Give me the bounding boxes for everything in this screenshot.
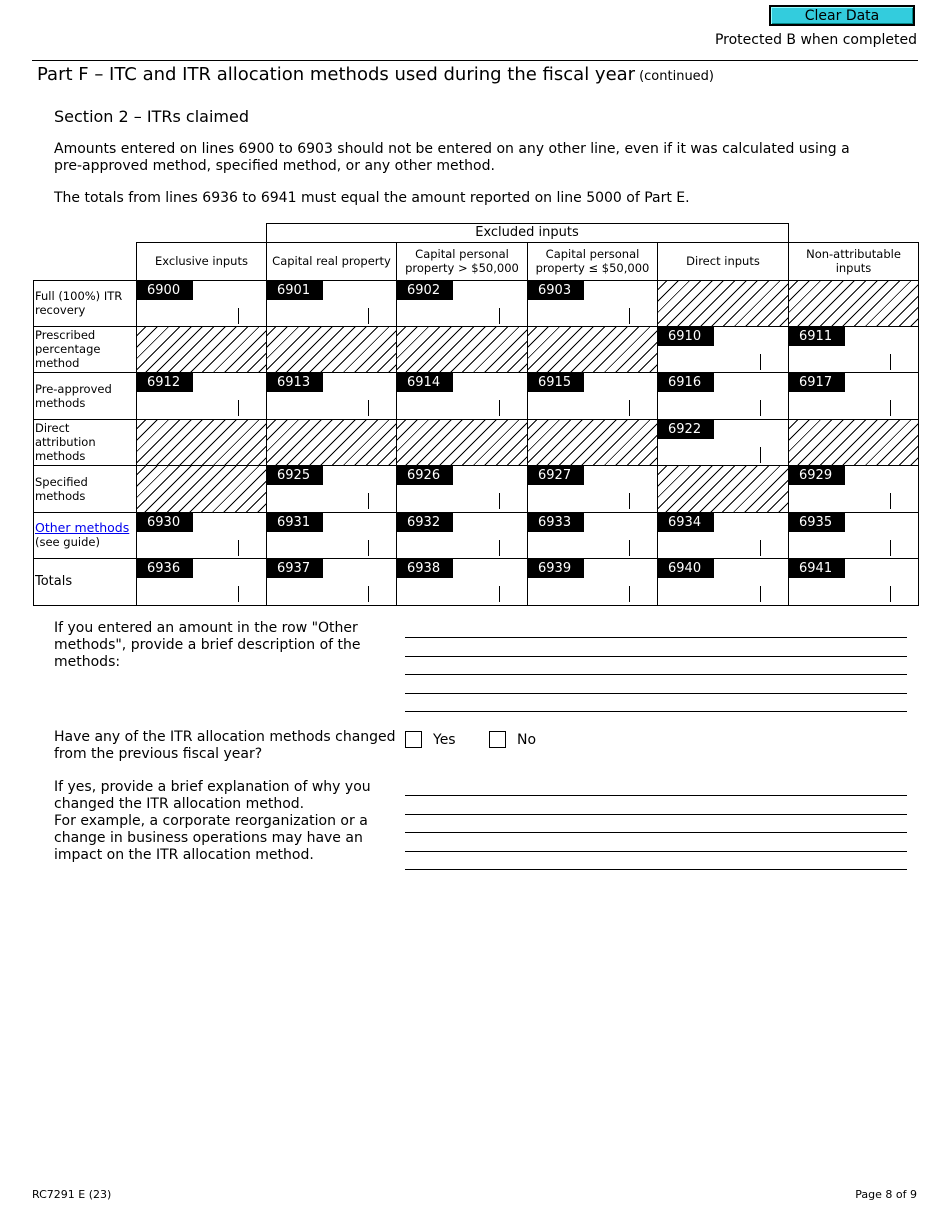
- line-number-6941: 6941: [789, 559, 845, 578]
- line-number-6929: 6929: [789, 466, 845, 485]
- line-number-6940: 6940: [658, 559, 714, 578]
- part-continued: (continued): [639, 69, 714, 84]
- header-border: [788, 242, 789, 280]
- description-line[interactable]: [405, 711, 907, 712]
- line-number-6913: 6913: [267, 373, 323, 392]
- header-border: [136, 242, 137, 280]
- column-header: Capital personal property > $50,000: [405, 247, 519, 275]
- column-border: [918, 280, 919, 606]
- group-header-border: [788, 223, 789, 242]
- description-line[interactable]: [405, 693, 907, 694]
- cents-divider: [499, 400, 500, 416]
- not-applicable-cell: [136, 326, 266, 372]
- amount-input-6910[interactable]: [659, 351, 788, 369]
- amount-input-6936[interactable]: [138, 583, 266, 601]
- amount-input-6941[interactable]: [790, 583, 918, 601]
- explanation-line[interactable]: [405, 851, 907, 852]
- not-applicable-cell: [266, 326, 396, 372]
- not-applicable-cell: [266, 419, 396, 465]
- row-label: [35, 465, 132, 512]
- not-applicable-cell: [788, 280, 918, 326]
- row-label: [35, 326, 132, 372]
- row-label: [35, 512, 132, 558]
- section-title: Section 2 – ITRs claimed: [54, 107, 249, 126]
- amount-input-6927[interactable]: [529, 490, 657, 508]
- amount-input-6913[interactable]: [268, 397, 396, 415]
- row-label-text: Direct attribution methods: [35, 421, 96, 463]
- amount-input-6932[interactable]: [398, 537, 527, 555]
- cents-divider: [238, 540, 239, 556]
- cents-divider: [629, 400, 630, 416]
- cents-divider: [368, 586, 369, 602]
- amount-input-6922[interactable]: [659, 444, 788, 462]
- other-methods-question: If you entered an amount in the row "Other methods", provide a brief description of the methods:: [54, 620, 361, 670]
- column-header: Capital personal property ≤ $50,000: [535, 247, 650, 275]
- column-header: Direct inputs: [686, 254, 760, 268]
- amount-input-6902[interactable]: [398, 305, 527, 323]
- cents-divider: [890, 493, 891, 509]
- line-number-6912: 6912: [137, 373, 193, 392]
- part-title-text: Part F – ITC and ITR allocation methods used during the fiscal year: [37, 64, 636, 85]
- row-label-text: Specified methods: [35, 474, 88, 503]
- column-border: [33, 280, 34, 606]
- form-id: RC7291 E (23): [32, 1188, 112, 1201]
- line-number-6931: 6931: [267, 513, 323, 532]
- yes-label: Yes: [433, 732, 456, 748]
- cents-divider: [499, 493, 500, 509]
- cents-divider: [760, 586, 761, 602]
- not-applicable-cell: [396, 419, 527, 465]
- cents-divider: [238, 586, 239, 602]
- amount-input-6901[interactable]: [268, 305, 396, 323]
- row-label-text: Totals: [35, 573, 73, 589]
- cents-divider: [368, 493, 369, 509]
- line-number-6902: 6902: [397, 281, 453, 300]
- not-applicable-cell: [657, 465, 788, 512]
- column-border: [527, 280, 528, 606]
- instruction-lines: Amounts entered on lines 6900 to 6903 should not be entered on any other line, even if it was calculated using a pre-approved method, specified method, or any other method.: [54, 141, 850, 174]
- explanation-line[interactable]: [405, 832, 907, 833]
- part-title: [37, 64, 714, 85]
- row-label: [35, 419, 132, 465]
- amount-input-6938[interactable]: [398, 583, 527, 601]
- amount-input-6929[interactable]: [790, 490, 918, 508]
- explanation-line[interactable]: [405, 814, 907, 815]
- cents-divider: [760, 354, 761, 370]
- not-applicable-cell: [396, 326, 527, 372]
- cents-divider: [368, 400, 369, 416]
- cents-divider: [499, 586, 500, 602]
- header-border: [266, 242, 267, 280]
- line-number-6910: 6910: [658, 327, 714, 346]
- cents-divider: [760, 540, 761, 556]
- not-applicable-cell: [527, 326, 657, 372]
- column-header: Capital real property: [272, 254, 391, 268]
- not-applicable-cell: [527, 419, 657, 465]
- explanation-question: If yes, provide a brief explanation of why you changed the ITR allocation method.: [54, 779, 371, 812]
- cents-divider: [499, 308, 500, 324]
- line-number-6938: 6938: [397, 559, 453, 578]
- yes-checkbox[interactable]: [405, 731, 422, 748]
- cents-divider: [499, 540, 500, 556]
- not-applicable-cell: [136, 465, 266, 512]
- line-number-6933: 6933: [528, 513, 584, 532]
- line-number-6934: 6934: [658, 513, 714, 532]
- description-line[interactable]: [405, 674, 907, 675]
- cents-divider: [890, 586, 891, 602]
- amount-input-6914[interactable]: [398, 397, 527, 415]
- row-label: [35, 372, 132, 419]
- cents-divider: [629, 308, 630, 324]
- row-border: [33, 419, 919, 420]
- column-header: Non-attributable inputs: [806, 247, 901, 275]
- line-number-6903: 6903: [528, 281, 584, 300]
- description-line[interactable]: [405, 656, 907, 657]
- amount-input-6926[interactable]: [398, 490, 527, 508]
- amount-input-6900[interactable]: [138, 305, 266, 323]
- line-number-6932: 6932: [397, 513, 453, 532]
- line-number-6900: 6900: [137, 281, 193, 300]
- amount-input-6930[interactable]: [138, 537, 266, 555]
- line-number-6915: 6915: [528, 373, 584, 392]
- no-checkbox[interactable]: [489, 731, 506, 748]
- row-border: [33, 465, 919, 466]
- line-number-6939: 6939: [528, 559, 584, 578]
- line-number-6911: 6911: [789, 327, 845, 346]
- page-number: Page 8 of 9: [855, 1188, 917, 1201]
- amount-input-6925[interactable]: [268, 490, 396, 508]
- column-header: Exclusive inputs: [155, 254, 248, 268]
- header-border: [396, 242, 397, 280]
- amount-input-6912[interactable]: [138, 397, 266, 415]
- line-number-6926: 6926: [397, 466, 453, 485]
- row-label-text: Prescribed percentage method: [35, 328, 101, 370]
- header-divider: [32, 60, 918, 61]
- line-number-6937: 6937: [267, 559, 323, 578]
- cents-divider: [890, 354, 891, 370]
- header-border: [918, 242, 919, 280]
- cents-divider: [629, 586, 630, 602]
- row-sublabel: (see guide): [35, 535, 100, 549]
- cents-divider: [760, 447, 761, 463]
- cents-divider: [238, 308, 239, 324]
- not-applicable-cell: [136, 419, 266, 465]
- line-number-6917: 6917: [789, 373, 845, 392]
- row-label: [35, 558, 132, 605]
- header-border: [657, 242, 658, 280]
- cents-divider: [760, 400, 761, 416]
- column-border: [266, 280, 267, 606]
- amount-input-6934[interactable]: [659, 537, 788, 555]
- other-methods-link[interactable]: Other methods: [35, 520, 130, 535]
- cents-divider: [890, 400, 891, 416]
- line-number-6922: 6922: [658, 420, 714, 439]
- explanation-line[interactable]: [405, 869, 907, 870]
- cents-divider: [629, 493, 630, 509]
- amount-input-6937[interactable]: [268, 583, 396, 601]
- header-border: [527, 242, 528, 280]
- cents-divider: [629, 540, 630, 556]
- clear-data-button[interactable]: Clear Data: [769, 5, 915, 26]
- method-changed-question: Have any of the ITR allocation methods changed from the previous fiscal year?: [54, 729, 396, 762]
- amount-input-6917[interactable]: [790, 397, 918, 415]
- amount-input-6916[interactable]: [659, 397, 788, 415]
- no-label: No: [517, 732, 537, 748]
- row-border: [33, 326, 919, 327]
- line-number-6927: 6927: [528, 466, 584, 485]
- line-number-6935: 6935: [789, 513, 845, 532]
- amount-input-6915[interactable]: [529, 397, 657, 415]
- amount-input-6933[interactable]: [529, 537, 657, 555]
- cents-divider: [238, 400, 239, 416]
- explanation-example: For example, a corporate reorganization or a change in business operations may have an impact on the ITR allocation method.: [54, 813, 368, 863]
- line-number-6901: 6901: [267, 281, 323, 300]
- excluded-inputs-header: Excluded inputs: [475, 224, 579, 240]
- column-border: [396, 280, 397, 606]
- row-label: [35, 280, 132, 326]
- line-number-6914: 6914: [397, 373, 453, 392]
- row-label-text: Pre-approved methods: [35, 381, 112, 410]
- line-number-6936: 6936: [137, 559, 193, 578]
- not-applicable-cell: [657, 280, 788, 326]
- amount-input-6903[interactable]: [529, 305, 657, 323]
- instruction-totals: The totals from lines 6936 to 6941 must equal the amount reported on line 5000 of Part E.: [54, 190, 690, 206]
- row-label-text: Full (100%) ITR recovery: [35, 289, 123, 317]
- amount-input-6935[interactable]: [790, 537, 918, 555]
- amount-input-6940[interactable]: [659, 583, 788, 601]
- amount-input-6931[interactable]: [268, 537, 396, 555]
- cents-divider: [368, 308, 369, 324]
- line-number-6916: 6916: [658, 373, 714, 392]
- column-border: [136, 280, 137, 606]
- cents-divider: [368, 540, 369, 556]
- amount-input-6911[interactable]: [790, 351, 918, 369]
- protected-b-label: Protected B when completed: [714, 32, 917, 48]
- row-border: [33, 605, 919, 606]
- amount-input-6939[interactable]: [529, 583, 657, 601]
- line-number-6925: 6925: [267, 466, 323, 485]
- explanation-line[interactable]: [405, 795, 907, 796]
- not-applicable-cell: [788, 419, 918, 465]
- description-line[interactable]: [405, 637, 907, 638]
- cents-divider: [890, 540, 891, 556]
- line-number-6930: 6930: [137, 513, 193, 532]
